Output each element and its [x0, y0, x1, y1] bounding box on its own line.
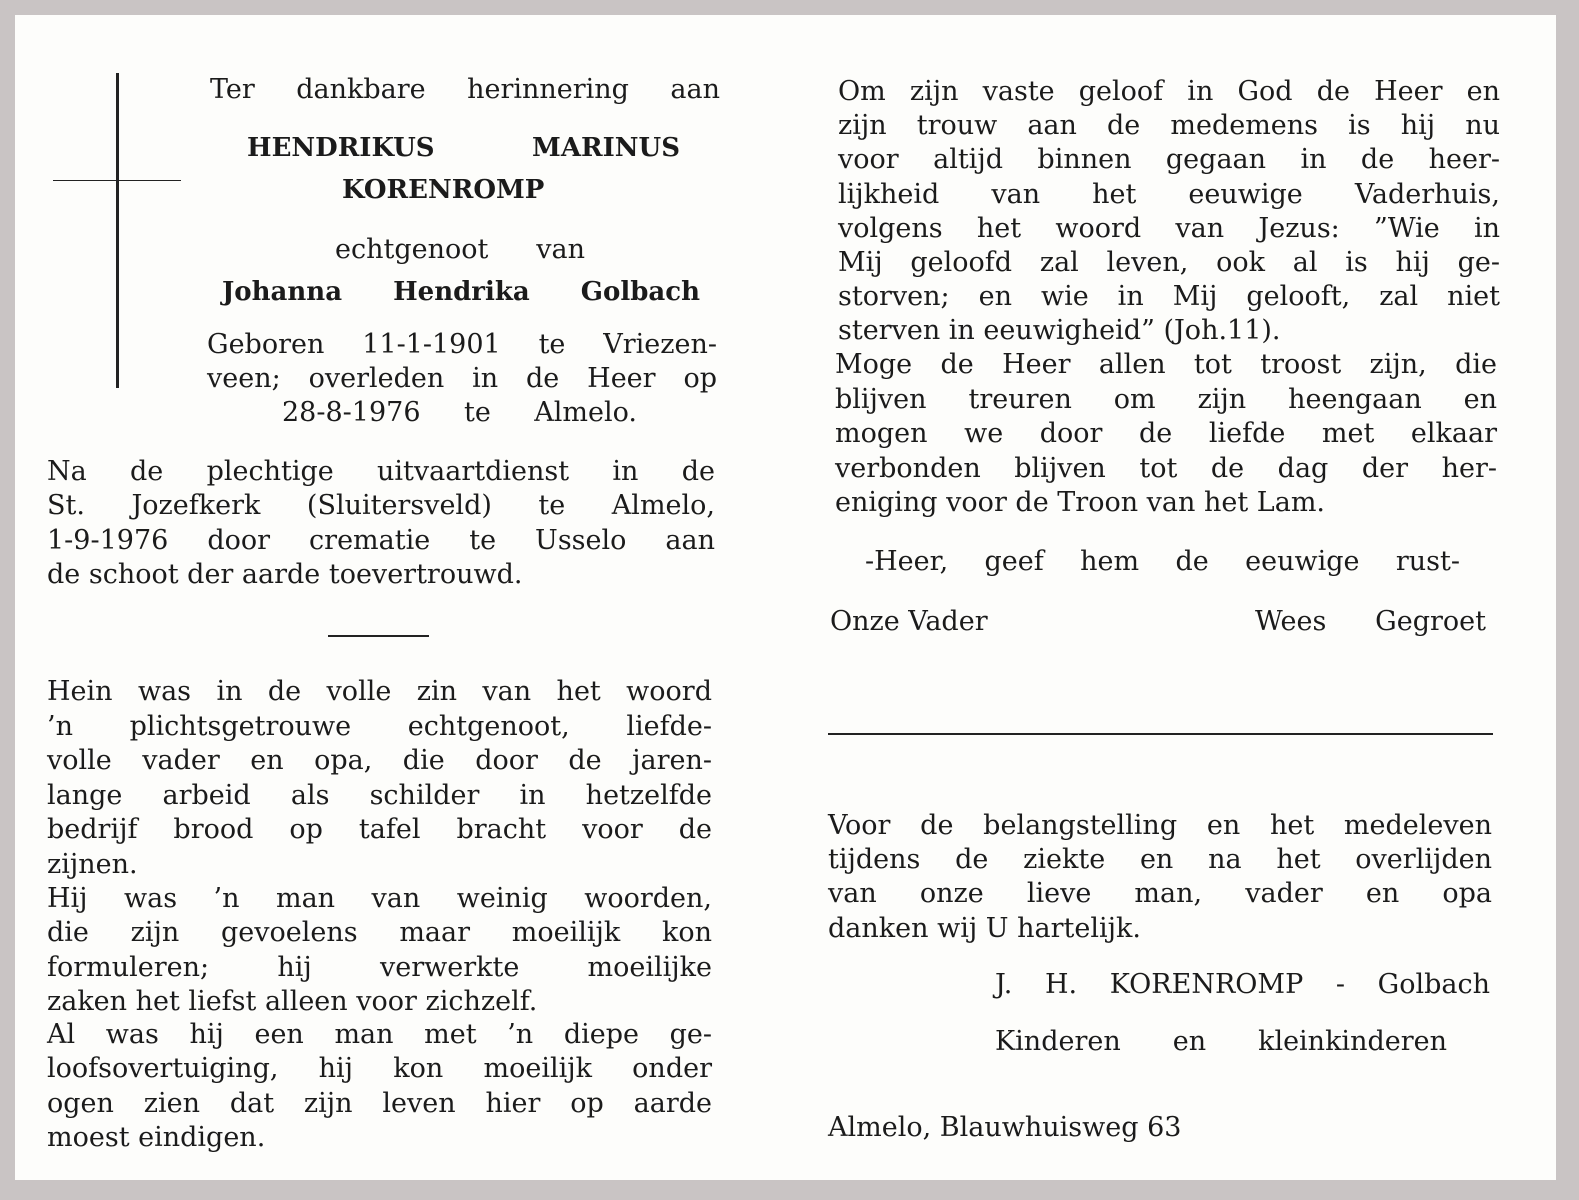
wish-line: Moge de Heer allen tot troost zijn, die [835, 349, 1497, 380]
faith-line: volgens het woord van Jezus: ”Wie in [838, 212, 1500, 244]
wish-line: mogen we door de liefde met elkaar [835, 418, 1497, 449]
address: Almelo, Blauwhuisweg 63 [828, 1112, 1182, 1143]
prayer-line: -Heer, geef hem de eeuwige rust- [865, 546, 1460, 577]
bio-line: Hij was ’n man van weinig woorden, [47, 883, 712, 914]
bio-line: moest eindigen. [47, 1121, 266, 1153]
faith-line: Om zijn vaste geloof in God de Heer en [838, 76, 1500, 107]
family-line: Kinderen en kleinkinderen [995, 1026, 1447, 1057]
wish-line: blijven treuren om zijn heengaan en [835, 383, 1497, 415]
bio-line: Hein was in de volle zin van het woord [47, 676, 712, 707]
faith-line: sterven in eeuwigheid” (Joh.11). [838, 315, 1281, 347]
deceased-surname: KORENROMP [342, 175, 545, 205]
memorial-card [15, 15, 1556, 1180]
faith-line: storven; en wie in Mij gelooft, zal niet [838, 281, 1500, 313]
thanks-line: danken wij U hartelijk. [828, 912, 1141, 944]
cross-vertical [116, 73, 119, 388]
bio-line: Al was hij een man met ’n diepe ge- [47, 1019, 712, 1050]
long-divider [828, 733, 1493, 735]
wish-line: verbonden blijven tot de dag der her- [835, 452, 1497, 484]
short-divider [328, 635, 429, 637]
bio-line: bedrijf brood op tafel bracht voor de [47, 814, 712, 846]
prayer-wees-gegroet: Wees Gegroet [1255, 606, 1486, 637]
funeral-line: de schoot der aarde toevertrouwd. [47, 558, 523, 590]
thanks-line: Voor de belangstelling en het medeleven [828, 810, 1492, 841]
funeral-line: Na de plechtige uitvaartdienst in de [47, 456, 715, 487]
bio-line: formuleren; hij verwerkte moeilijke [47, 951, 712, 983]
bio-line: lange arbeid als schilder in hetzelfde [47, 779, 712, 811]
cross-horizontal [53, 180, 181, 181]
bio-line: zaken het liefst alleen voor zichzelf. [47, 985, 538, 1017]
bio-line: volle vader en opa, die door de jaren- [47, 745, 712, 777]
wish-line: eniging voor de Troon van het Lam. [835, 487, 1326, 518]
funeral-line: St. Jozefkerk (Sluitersveld) te Almelo, [47, 490, 715, 522]
spouse-label: echtgenoot van [335, 234, 585, 265]
intro-line: Ter dankbare herinnering aan [210, 74, 720, 105]
spouse-name: Johanna Hendrika Golbach [222, 277, 700, 307]
faith-line: zijn trouw aan de medemens is hij nu [838, 110, 1500, 142]
bio-line: loofsovertuiging, hij kon moeilijk onder [47, 1053, 712, 1085]
funeral-line: 1-9-1976 door crematie te Usselo aan [47, 524, 715, 556]
signature: J. H. KORENROMP - Golbach [995, 969, 1490, 1000]
faith-line: Mij geloofd zal leven, ook al is hij ge- [838, 247, 1500, 278]
prayer-onze-vader: Onze Vader [830, 606, 988, 637]
thanks-line: tijdens de ziekte en na het overlijden [828, 844, 1492, 876]
bio-line: ogen zien dat zijn leven hier op aarde [47, 1087, 712, 1119]
bio-line: die zijn gevoelens maar moeilijk kon [47, 917, 712, 949]
birth-line: veen; overleden in de Heer op [207, 363, 717, 394]
birth-line: Geboren 11-1-1901 te Vriezen- [207, 329, 717, 360]
bio-line: zijnen. [47, 849, 138, 880]
faith-line: lijkheid van het eeuwige Vaderhuis, [838, 178, 1500, 210]
bio-line: ’n plichtsgetrouwe echtgenoot, liefde- [47, 710, 712, 742]
birth-line: 28-8-1976 te Almelo. [282, 397, 637, 428]
faith-line: voor altijd binnen gegaan in de heer- [838, 144, 1500, 176]
thanks-line: van onze lieve man, vader en opa [828, 878, 1492, 910]
deceased-name: HENDRIKUS MARINUS [247, 133, 680, 163]
